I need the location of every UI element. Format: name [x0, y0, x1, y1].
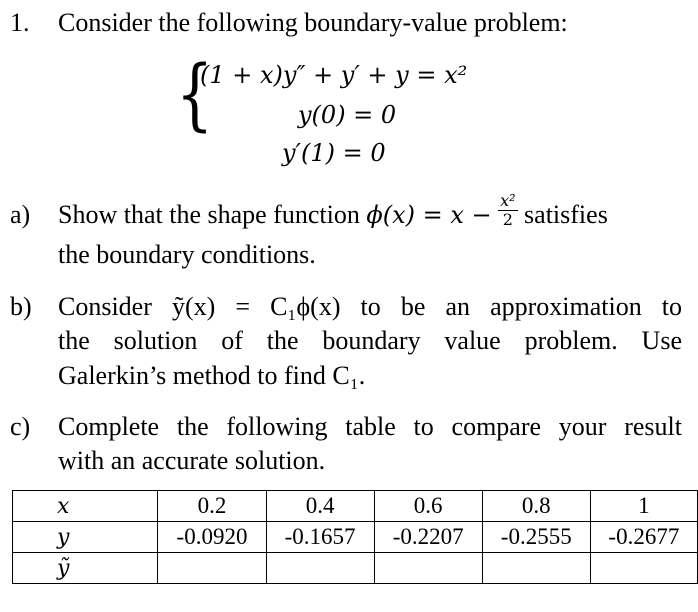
table-row-x — [13, 491, 698, 522]
left-brace: { — [176, 50, 214, 140]
ytilde-empty-cell[interactable] — [266, 553, 374, 584]
part-a-text: Show that the shape function — [58, 200, 360, 229]
part-c-line1: Complete the following table to compare your result — [58, 412, 682, 441]
ytilde-empty-cell[interactable] — [158, 553, 266, 584]
equation-ode: (1 + x)y″ + y′ + y = x² — [200, 61, 468, 89]
y-value-cell: -0.1657 — [266, 522, 374, 553]
part-c-label: c) — [10, 412, 31, 441]
comparison-table — [12, 490, 698, 584]
y-value-cell: -0.2677 — [590, 522, 697, 553]
y-value-cell: -0.2207 — [374, 522, 482, 553]
x-value-cell: 0.6 — [374, 491, 482, 522]
x-value-cell: 0.8 — [482, 491, 590, 522]
phi-fraction — [498, 192, 517, 229]
fraction-numerator: x² — [500, 190, 516, 210]
x-value-cell: 0.2 — [158, 491, 266, 522]
x-value-cell: 0.4 — [266, 491, 374, 522]
part-b-line1: Consider ỹ(x) = C₁ϕ(x) to be an approximation to — [58, 292, 682, 321]
ytilde-empty-cell[interactable] — [374, 553, 482, 584]
part-a-line2: the boundary conditions. — [58, 240, 316, 269]
table-row-ytilde — [13, 553, 698, 584]
row-label-ytilde: ỹ — [13, 553, 158, 584]
table-row-y — [13, 522, 698, 553]
part-a-label: a) — [10, 200, 31, 229]
part-b-label: b) — [10, 292, 32, 321]
x-value-cell: 1 — [590, 491, 697, 522]
question-intro: Consider the following boundary-value problem: — [58, 8, 568, 37]
part-a-end: satisfies — [524, 200, 608, 229]
row-label-x: x — [13, 491, 158, 522]
part-b-line3: Galerkin’s method to find C₁. — [58, 361, 366, 390]
row-label-y: y — [13, 522, 158, 553]
ytilde-empty-cell[interactable] — [482, 553, 590, 584]
question-number: 1. — [10, 8, 30, 37]
part-b-line2: the solution of the boundary value problem. Use — [58, 326, 682, 355]
part-a-line1 — [58, 190, 686, 230]
phi-expression: ϕ(x) = x − — [366, 201, 492, 229]
y-value-cell: -0.0920 — [158, 522, 266, 553]
fraction-denominator: 2 — [502, 209, 513, 229]
part-c-line2: with an accurate solution. — [58, 446, 326, 475]
equation-bc1: y(0) = 0 — [298, 101, 397, 129]
ytilde-empty-cell[interactable] — [590, 553, 697, 584]
y-value-cell: -0.2555 — [482, 522, 590, 553]
equation-bc2: y′(1) = 0 — [282, 139, 386, 167]
